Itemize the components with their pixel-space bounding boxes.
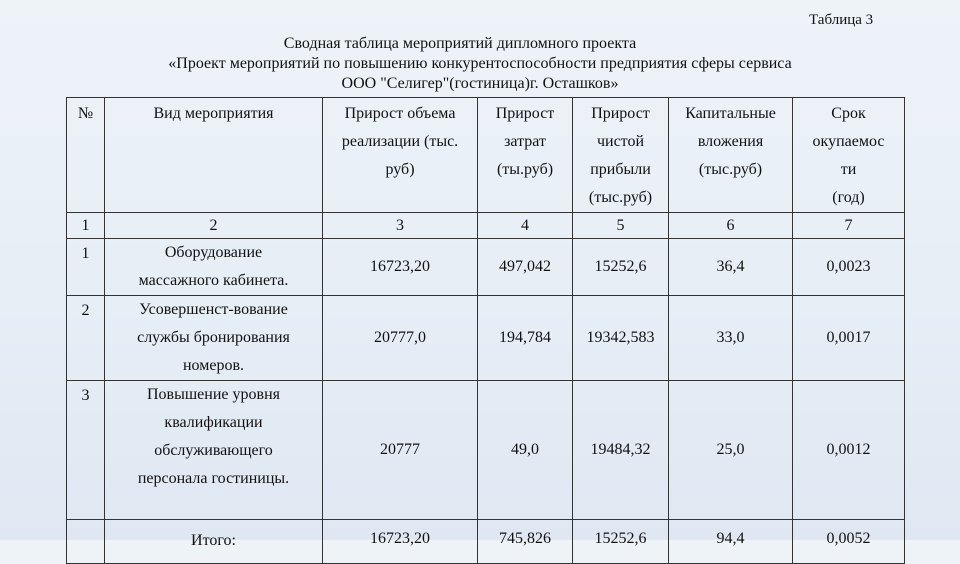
capital-cell: 94,4 xyxy=(669,520,793,564)
sales-growth-cell: 20777,0 xyxy=(323,296,478,381)
row-number: 1 xyxy=(67,239,105,296)
profit-growth-cell: 15252,6 xyxy=(573,239,669,296)
profit-growth-cell: 15252,6 xyxy=(573,520,669,564)
payback-cell: 0,0023 xyxy=(793,239,905,296)
title-line: ООО "Селигер"(гостиница)г. Осташков» xyxy=(341,75,619,92)
cost-growth-cell: 49,0 xyxy=(478,381,573,520)
table-row xyxy=(67,381,905,520)
capital-cell: 36,4 xyxy=(669,239,793,296)
title-line: «Проект мероприятий по повышению конкурентоспособности предприятия сферы сервиса xyxy=(168,55,792,72)
column-number-row xyxy=(67,213,905,239)
table-header-row xyxy=(67,98,905,213)
row-number: 3 xyxy=(67,381,105,520)
header-cell: Вид мероприятия xyxy=(105,98,323,213)
profit-growth-cell: 19342,583 xyxy=(573,296,669,381)
summary-table xyxy=(66,97,905,564)
sales-growth-cell: 16723,20 xyxy=(323,520,478,564)
header-cell: Прирост объема реализации (тыс. руб) xyxy=(323,98,478,213)
cost-growth-cell: 497,042 xyxy=(478,239,573,296)
cost-growth-cell: 745,826 xyxy=(478,520,573,564)
column-number: 3 xyxy=(323,213,478,239)
cost-growth-cell: 194,784 xyxy=(478,296,573,381)
measure-name: Усовершенст-вование службы бронирования номеров. xyxy=(105,296,323,381)
sales-growth-cell: 16723,20 xyxy=(323,239,478,296)
profit-growth-cell: 19484,32 xyxy=(573,381,669,520)
table-row xyxy=(67,239,905,296)
row-number: 2 xyxy=(67,296,105,381)
row-number xyxy=(67,520,105,564)
column-number: 5 xyxy=(573,213,669,239)
payback-cell: 0,0017 xyxy=(793,296,905,381)
table-label: Таблица 3 xyxy=(809,12,874,28)
title-line: Сводная таблица мероприятий дипломного проекта xyxy=(283,35,637,52)
measure-name: Повышение уровня квалификации обслуживающего персонала гостиницы. xyxy=(105,381,323,520)
document-title xyxy=(0,34,960,94)
header-cell: № xyxy=(67,98,105,213)
capital-cell: 33,0 xyxy=(669,296,793,381)
capital-cell: 25,0 xyxy=(669,381,793,520)
header-cell: Прирост чистой прибыли (тыс.руб) xyxy=(573,98,669,213)
measure-name: Оборудование массажного кабинета. xyxy=(105,239,323,296)
header-cell: Срок окупаемос ти (год) xyxy=(793,98,905,213)
header-cell: Прирост затрат (ты.руб) xyxy=(478,98,573,213)
column-number: 1 xyxy=(67,213,105,239)
column-number: 2 xyxy=(105,213,323,239)
total-label: Итого: xyxy=(105,520,323,564)
sales-growth-cell: 20777 xyxy=(323,381,478,520)
payback-cell: 0,0052 xyxy=(793,520,905,564)
column-number: 4 xyxy=(478,213,573,239)
column-number: 7 xyxy=(793,213,905,239)
header-cell: Капитальные вложения (тыс.руб) xyxy=(669,98,793,213)
total-row xyxy=(67,520,905,564)
payback-cell: 0,0012 xyxy=(793,381,905,520)
table-row xyxy=(67,296,905,381)
column-number: 6 xyxy=(669,213,793,239)
